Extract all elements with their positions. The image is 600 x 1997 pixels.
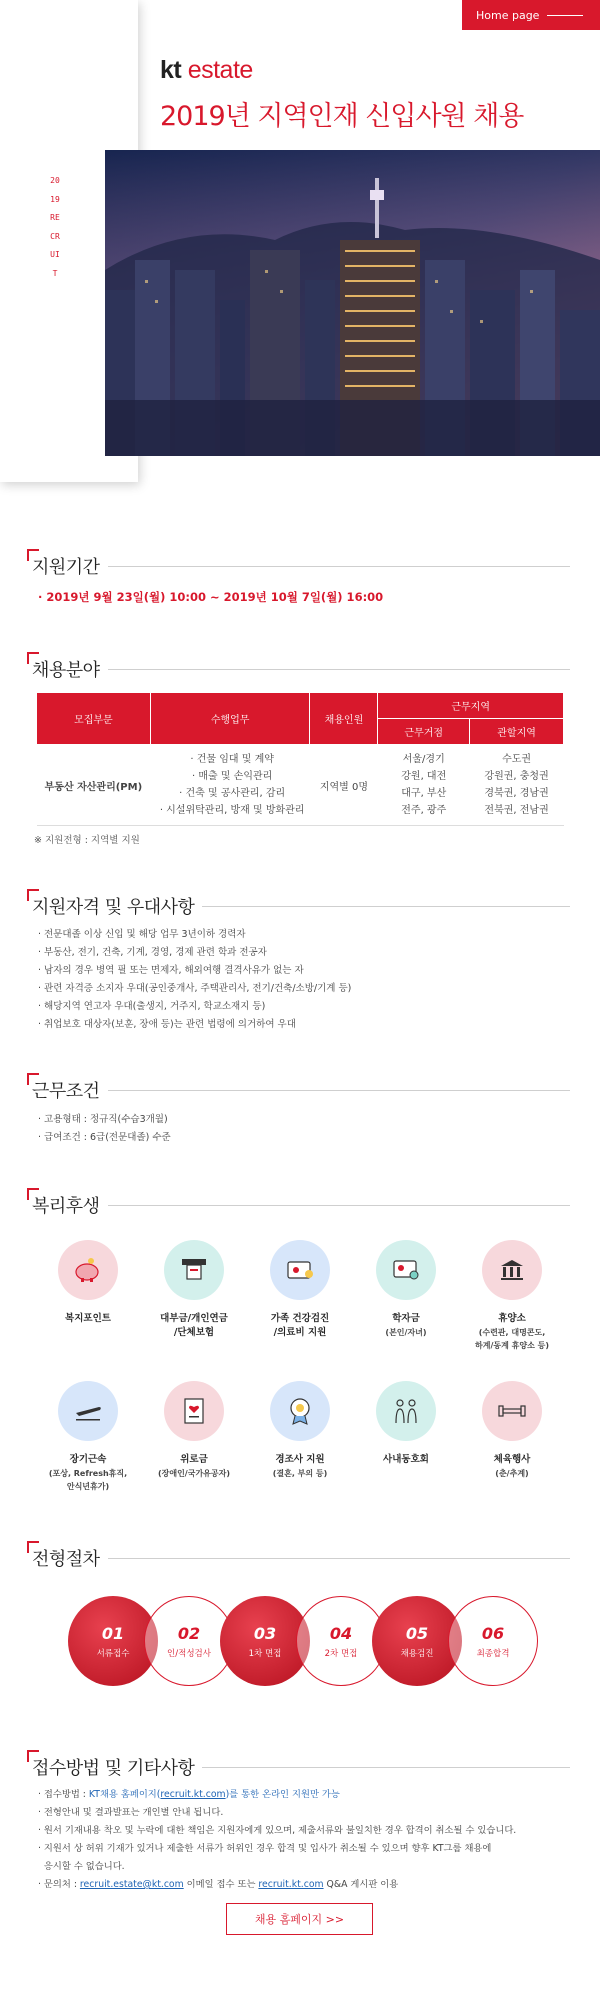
welfare-item: 사내동호회 <box>354 1381 458 1493</box>
header-area: 관할지역 <box>470 719 564 745</box>
list-item: · 남자의 경우 병역 필 또는 면제자, 해외여행 결격사유가 없는 자 <box>38 962 351 980</box>
process-step-4: 04 2차 면접 <box>296 1596 386 1686</box>
section-title-conditions: 근무조건 <box>30 1077 570 1103</box>
home-page-button[interactable] <box>462 0 600 30</box>
recruit-homepage-button[interactable]: 채용 홈페이지 >> <box>226 1903 373 1935</box>
recruitment-table <box>36 692 564 826</box>
process-step-2: 02 인/적성검사 <box>144 1596 234 1686</box>
section-title-welfare: 복리후생 <box>30 1192 570 1218</box>
process-step-3: 03 1차 면접 <box>220 1596 310 1686</box>
welfare-item: 학자금 (본인/자녀) <box>354 1240 458 1352</box>
header-dept: 모집부문 <box>37 693 151 745</box>
home-page-label: Home page <box>476 8 540 22</box>
list-item: · 취업보호 대상자(보훈, 장애 등)는 관련 법령에 의거하여 우대 <box>38 1016 351 1034</box>
dumbbell-icon <box>482 1381 542 1441</box>
email-link[interactable]: recruit.estate@kt.com <box>79 1879 184 1890</box>
list-item: · 접수방법 : KT채용 홈페이지(recruit.kt.com)를 통한 온라인 지원만 가능 <box>38 1786 516 1804</box>
list-item: · 전형안내 및 결과발표는 개인별 안내 됩니다. <box>38 1804 516 1822</box>
cell-bases: 서울/경기 강원, 대전 대구, 부산 전주, 광주 <box>378 745 470 826</box>
header-region: 근무지역 <box>378 693 564 719</box>
process-step-1: 01 서류접수 <box>68 1596 158 1686</box>
welfare-item: 경조사 지원 (결혼, 부의 등) <box>248 1381 352 1493</box>
qa-link[interactable]: recruit.kt.com <box>258 1879 324 1890</box>
student-id-icon <box>376 1240 436 1300</box>
card-atm-icon <box>164 1240 224 1300</box>
list-item: · 원서 기재내용 착오 및 누락에 대한 책임은 지원자에게 있으며, 제출서류와 불일치한 경우 합격이 취소될 수 있습니다. <box>38 1822 516 1840</box>
process-step-5: 05 채용검진 <box>372 1596 462 1686</box>
arrow-line-icon <box>547 15 583 16</box>
medal-icon <box>270 1381 330 1441</box>
heart-letter-icon <box>164 1381 224 1441</box>
welfare-item: 장기근속 (포상, Refresh휴직, 안식년휴가) <box>36 1381 140 1493</box>
process-step-6: 06 최종합격 <box>448 1596 538 1686</box>
welfare-item: 체육행사 (춘/추계) <box>460 1381 564 1493</box>
section-title-period: 지원기간 <box>30 553 570 579</box>
cell-duties: · 건물 임대 및 계약 · 매출 및 손익관리 · 건축 및 공사관리, 감리 · 시설위탁관리, 방재 및 방화관리 <box>150 745 310 826</box>
table-row <box>37 745 564 826</box>
table-note: ※ 지원전형 : 지역별 지원 <box>34 835 140 846</box>
building-icon <box>482 1240 542 1300</box>
apply-list <box>38 1786 516 1894</box>
header-base: 근무거점 <box>378 719 470 745</box>
cell-dept: 부동산 자산관리(PM) <box>37 745 151 826</box>
list-item: · 해당지역 연고자 우대(출생지, 거주지, 학교소재지 등) <box>38 998 351 1016</box>
welfare-item: 휴양소 (수련관, 대명콘도, 하계/동계 휴양소 등) <box>460 1240 564 1352</box>
section-title-process: 전형절차 <box>30 1545 570 1571</box>
welfare-item: 대부금/개인연금 /단체보험 <box>142 1240 246 1352</box>
section-title-qualification: 지원자격 및 우대사항 <box>30 893 570 919</box>
section-title-apply: 접수방법 및 기타사항 <box>30 1754 570 1780</box>
welfare-row-1 <box>36 1240 564 1352</box>
header-duty: 수행업무 <box>150 693 310 745</box>
qualification-list <box>38 926 351 1034</box>
list-item: · 관련 자격증 소지자 우대(공인중개사, 주택관리사, 전기/건축/소방/기계 등) <box>38 980 351 998</box>
kt-estate-logo: kt estate <box>160 56 253 84</box>
page-title: 2019년 지역인재 신입사원 채용 <box>160 101 524 132</box>
welfare-item: 가족 건강검진 /의료비 지원 <box>248 1240 352 1352</box>
section-title-field: 채용분야 <box>30 656 570 682</box>
list-item: · 급여조건 : 6급(전문대졸) 수준 <box>38 1129 171 1147</box>
airplane-icon <box>58 1381 118 1441</box>
conditions-list <box>38 1111 171 1147</box>
list-item: · 부동산, 전기, 건축, 기계, 경영, 경제 관련 학과 전공자 <box>38 944 351 962</box>
list-item: · 전문대졸 이상 신입 및 해당 업무 3년이하 경력자 <box>38 926 351 944</box>
cell-count: 지역별 0명 <box>310 745 378 826</box>
welfare-row-2 <box>36 1381 564 1493</box>
people-icon <box>376 1381 436 1441</box>
vertical-recruit-text: 2019 RECRUIT <box>50 176 60 278</box>
hero-city-image <box>105 150 600 456</box>
header-count: 채용인원 <box>310 693 378 745</box>
health-card-icon <box>270 1240 330 1300</box>
piggy-bank-icon <box>58 1240 118 1300</box>
application-period: · 2019년 9월 23일(월) 10:00 ~ 2019년 10월 7일(월) 16:00 <box>38 590 384 604</box>
list-item: · 고용형태 : 정규직(수습3개월) <box>38 1111 171 1129</box>
cell-areas: 수도권 강원권, 충청권 경북권, 경남권 전북권, 전남권 <box>470 745 564 826</box>
list-item: · 지원서 상 허위 기재가 있거나 제출한 서류가 허위인 경우 합격 및 입사가 취소될 수 있으며 향후 KT그룹 채용에 응시할 수 없습니다. <box>38 1840 516 1876</box>
welfare-item: 위로금 (장애인/국가유공자) <box>142 1381 246 1493</box>
list-item: · 문의처 : recruit.estate@kt.com 이메일 접수 또는 recruit.kt.com Q&A 게시판 이용 <box>38 1876 516 1894</box>
process-steps <box>68 1596 548 1688</box>
recruit-link[interactable]: recruit.kt.com <box>160 1789 226 1800</box>
welfare-item: 복지포인트 <box>36 1240 140 1352</box>
